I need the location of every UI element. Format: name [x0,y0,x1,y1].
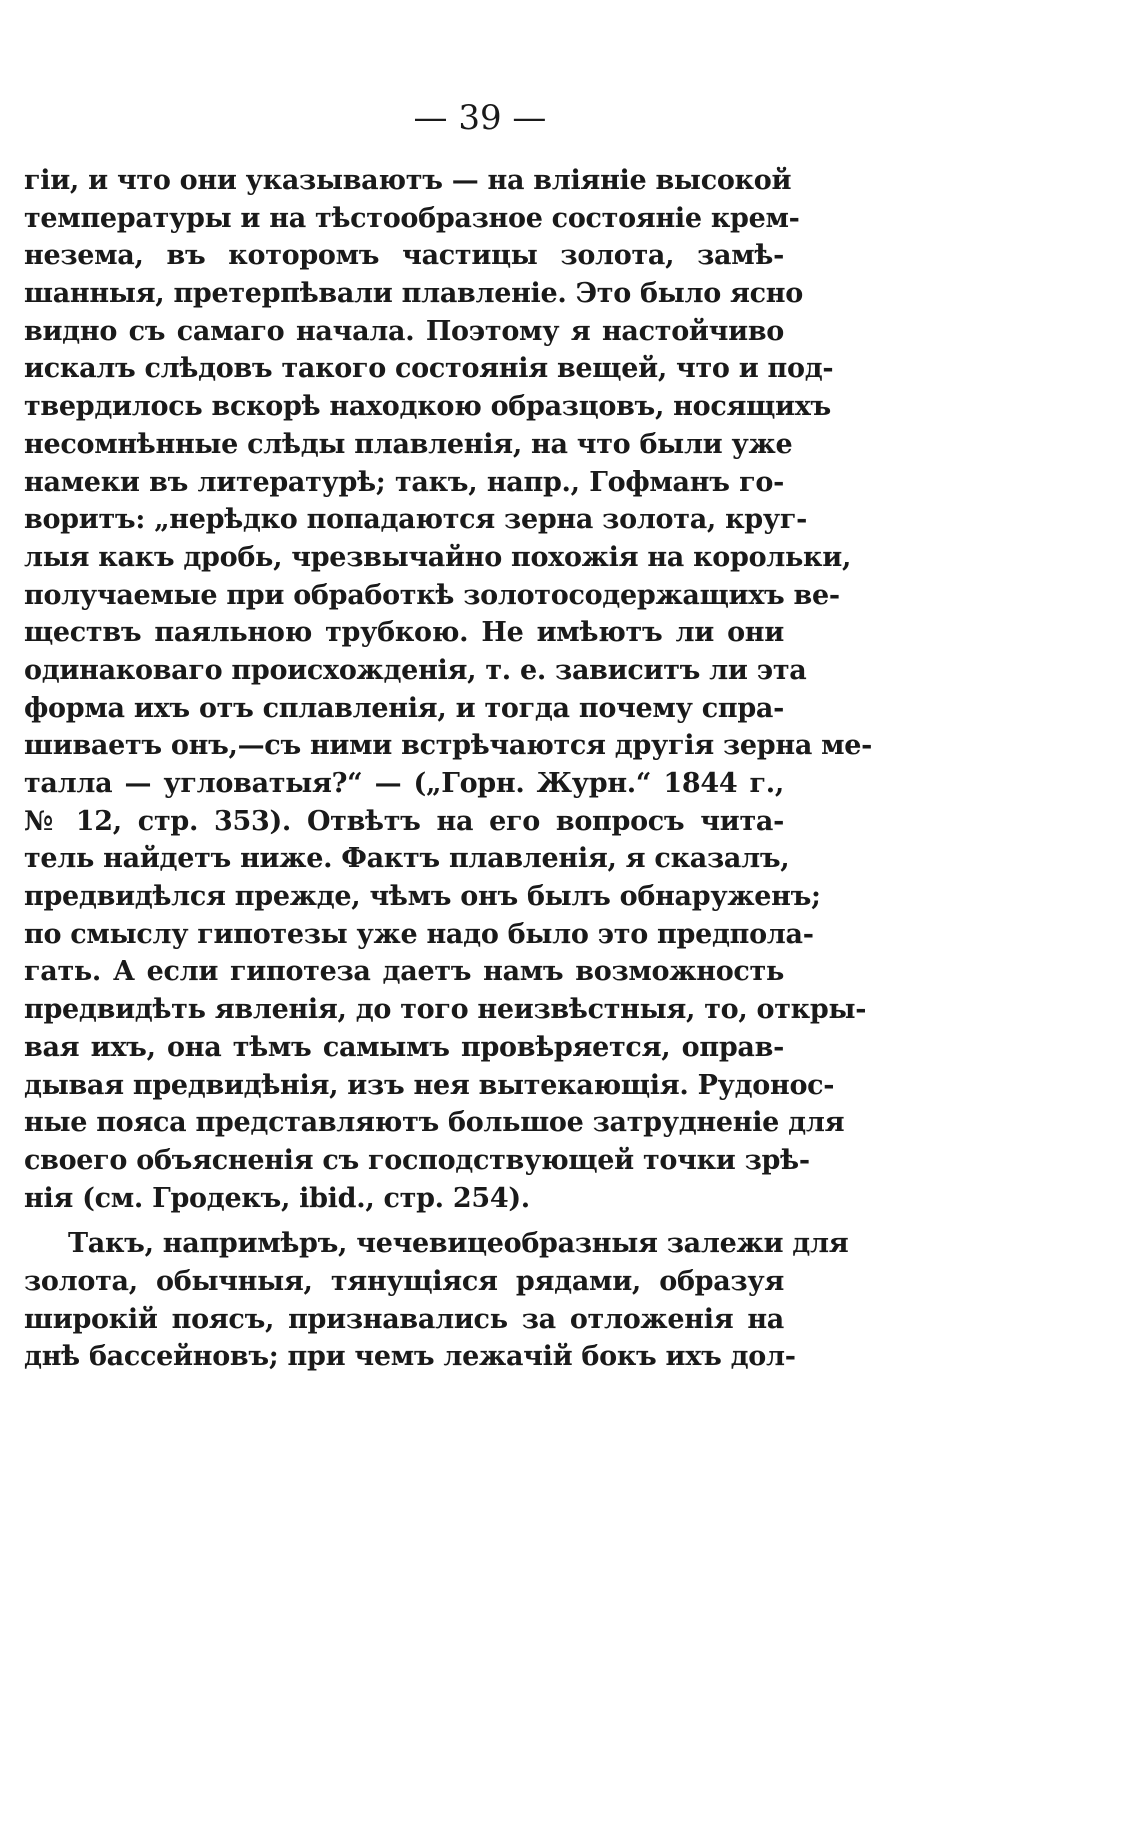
text-line: одинаковаго происхожденія, т. е. зависитъ ли эта [24,654,807,686]
text-line: получаемые при обработкѣ золотосодержащихъ ве- [24,579,840,611]
text-line: ные пояса представляютъ большое затрудненіе для [24,1107,845,1139]
text-line: намеки въ литературѣ; такъ, напр., Гофманъ го- [24,466,784,498]
text-line: несомнѣнные слѣды плавленія, на что были уже [24,428,793,460]
text-line: талла — угловатыя?“ — („Горн. Журн.“ 1844 г., [24,768,784,799]
text-line: ществъ паяльною трубкою. Не имѣютъ ли они [24,617,784,649]
text-line: гать. А если гипотеза даетъ намъ возможность [24,956,784,988]
text-line: видно съ самаго начала. Поэтому я настойчиво [24,315,784,347]
text-line: искалъ слѣдовъ такого состоянія вещей, что и под- [24,353,834,385]
page-number: — 39 — [413,98,547,138]
text-line: по смыслу гипотезы уже надо было это предпола- [24,918,814,950]
text-line: широкій поясъ, признавались за отложенія на [24,1303,784,1335]
text-line: вая ихъ, она тѣмъ самымъ провѣряется, оправ- [24,1031,784,1063]
text-line: предвидѣть явленія, до того неизвѣстныя, то, откры- [24,994,867,1026]
text-line: воритъ: „нерѣдко попадаются зерна золота, круг- [24,504,808,536]
text-line: твердилось вскорѣ находкою образцовъ, носящихъ [24,391,831,423]
text-line: Такъ, напримѣръ, чечевицеобразныя залежи для [68,1228,849,1260]
text-line: золота, обычныя, тянущіяся рядами, образуя [24,1265,784,1297]
text-line: шанныя, претерпѣвали плавленіе. Это было ясно [24,278,803,310]
text-line: шиваетъ онъ,—съ ними встрѣчаются другія зерна ме- [24,730,873,762]
text-line: нія (см. Гродекъ, ibid., стр. 254). [24,1182,530,1214]
text-line: температуры и на тѣстообразное состояніе крем- [24,202,800,234]
text-line: своего объясненія съ господствующей точки зрѣ- [24,1144,810,1176]
text-line: незема, въ которомъ частицы золота, замѣ- [24,240,784,272]
text-line: № 12, стр. 353). Отвѣтъ на его вопросъ чита- [24,805,784,837]
text-line: предвидѣлся прежде, чѣмъ онъ былъ обнаруженъ; [24,881,821,913]
text-line: лыя какъ дробь, чрезвычайно похожія на корольки, [24,541,852,573]
text-line: гіи, и что они указываютъ — на вліяніе высокой [24,165,792,196]
text-line: форма ихъ отъ сплавленія, и тогда почему спра- [24,692,784,724]
text-line: днѣ бассейновъ; при чемъ лежачій бокъ ихъ дол- [24,1341,796,1373]
text-line: дывая предвидѣнія, изъ нея вытекающія. Рудонос- [24,1069,835,1101]
text-line: тель найдетъ ниже. Фактъ плавленія, я сказалъ, [24,843,790,875]
body-text [24,162,873,1376]
